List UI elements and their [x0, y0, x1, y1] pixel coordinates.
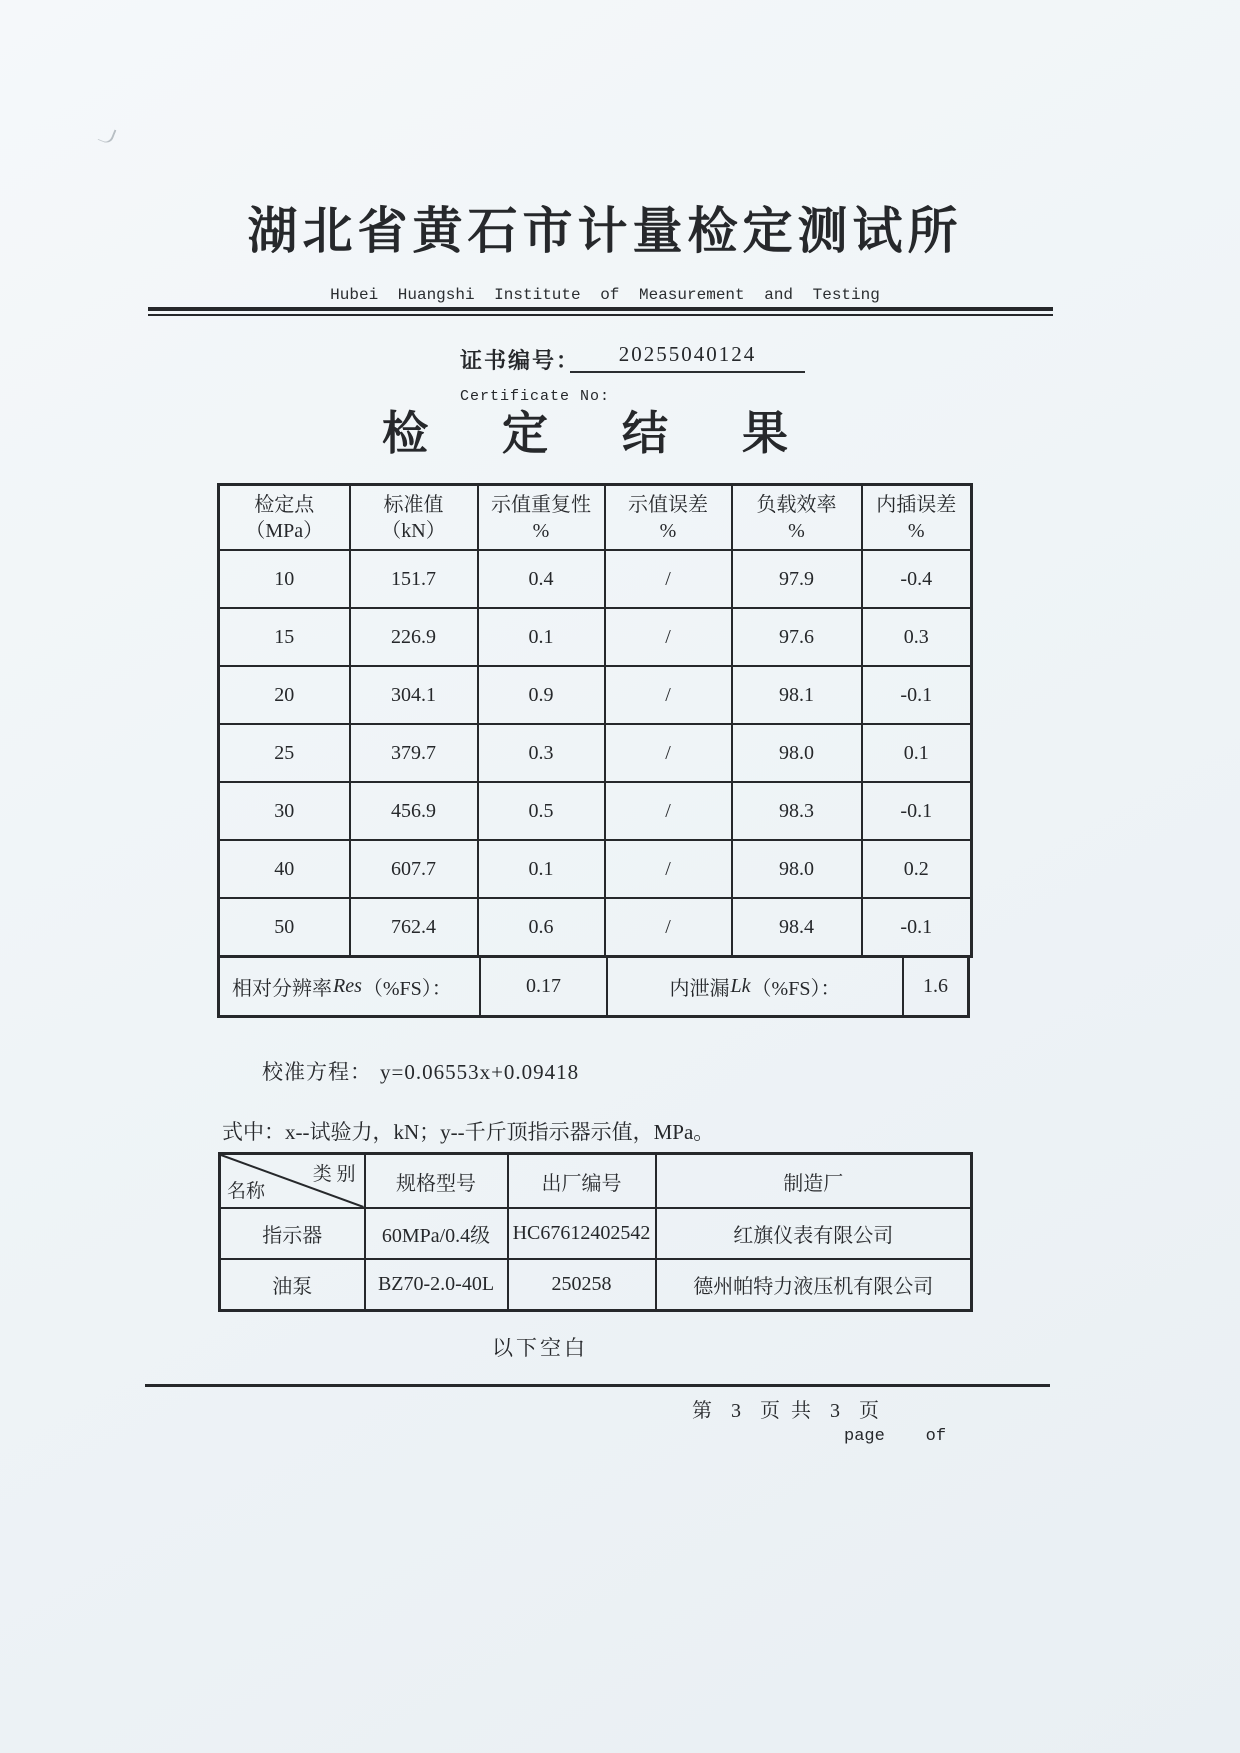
result-cell: 0.9	[478, 666, 605, 724]
result-cell: 50	[219, 898, 350, 957]
col-header-interpolation-error	[862, 485, 972, 551]
col-header-serial: 出厂编号	[508, 1154, 656, 1209]
result-cell: 40	[219, 840, 350, 898]
device-row-pump	[220, 1259, 972, 1311]
institute-title-cn: 湖北省黄石市计量检定测试所	[247, 203, 963, 259]
results-header-row	[219, 485, 972, 551]
result-cell: -0.1	[862, 782, 972, 840]
result-cell: 30	[219, 782, 350, 840]
result-cell: 0.4	[478, 550, 605, 608]
device-serial: HC67612402542	[508, 1208, 656, 1259]
device-row-indicator	[220, 1208, 972, 1259]
device-manufacturer: 红旗仪表有限公司	[656, 1208, 972, 1259]
result-cell: 98.4	[732, 898, 862, 957]
result-cell: /	[605, 666, 732, 724]
device-info-block	[218, 1152, 973, 1312]
result-cell: -0.4	[862, 550, 972, 608]
col-header-line: 检定点	[254, 493, 315, 516]
table-row	[219, 608, 972, 666]
result-cell: /	[605, 782, 732, 840]
col-header-unit: （kN）	[381, 519, 446, 542]
result-cell: 10	[219, 550, 350, 608]
calibration-equation-formula: y=0.06553x+0.09418	[380, 1060, 580, 1084]
result-cell: 226.9	[350, 608, 478, 666]
col-header-unit: %	[907, 519, 925, 542]
col-header-test-point	[219, 485, 350, 551]
internal-leak-label	[606, 958, 902, 1015]
result-cell: /	[605, 840, 732, 898]
col-header-line: 示值误差	[628, 493, 708, 516]
verification-results-block	[217, 483, 970, 1018]
col-header-load-efficiency	[732, 485, 862, 551]
table-row	[219, 550, 972, 608]
calibration-equation-label: 校准方程：	[262, 1060, 372, 1084]
result-cell: 151.7	[350, 550, 478, 608]
result-cell: 97.9	[732, 550, 862, 608]
certificate-number-label-en: Certificate No:	[460, 388, 611, 405]
col-header-line: 标准值	[383, 493, 444, 516]
table-row	[219, 724, 972, 782]
result-cell: 379.7	[350, 724, 478, 782]
result-cell: /	[605, 724, 732, 782]
equation-note: 式中：x--试验力，kN；y--千斤顶指示器示值，MPa。	[222, 1120, 715, 1144]
result-cell: -0.1	[862, 898, 972, 957]
device-name: 指示器	[220, 1208, 365, 1259]
calibration-equation	[262, 1056, 579, 1086]
certificate-number-label-cn: 证书编号：	[460, 348, 581, 373]
table-row	[219, 840, 972, 898]
result-cell: 98.3	[732, 782, 862, 840]
result-cell: 98.1	[732, 666, 862, 724]
page-number-cn: 第 3 页 共 3 页	[692, 1400, 882, 1422]
col-header-repeatability	[478, 485, 605, 551]
device-model: BZ70-2.0-40L	[365, 1259, 508, 1311]
result-cell: 98.0	[732, 840, 862, 898]
internal-leak-symbol: Lk	[730, 975, 751, 997]
result-cell: /	[605, 898, 732, 957]
resolution-label	[220, 958, 479, 1015]
page-number-en: page of	[844, 1427, 947, 1446]
result-cell: 20	[219, 666, 350, 724]
result-cell: /	[605, 608, 732, 666]
result-cell: /	[605, 550, 732, 608]
result-cell: 0.6	[478, 898, 605, 957]
result-cell: 456.9	[350, 782, 478, 840]
col-header-model: 规格型号	[365, 1154, 508, 1209]
col-header-line: 负载效率	[756, 493, 837, 516]
col-header-indication-error	[605, 485, 732, 551]
result-cell: 762.4	[350, 898, 478, 957]
result-cell: 0.5	[478, 782, 605, 840]
col-header-unit: （MPa）	[245, 519, 324, 542]
resolution-label-cn: 相对分辨率	[232, 978, 332, 1000]
device-serial: 250258	[508, 1259, 656, 1311]
result-cell: 25	[219, 724, 350, 782]
table-row	[219, 666, 972, 724]
table-row	[219, 898, 972, 957]
internal-leak-label-cn: 内泄漏	[669, 978, 730, 1000]
result-cell: 304.1	[350, 666, 478, 724]
resolution-value: 0.17	[479, 958, 606, 1015]
institute-title-en: Hubei Huangshi Institute of Measurement and Testing	[330, 286, 880, 304]
resolution-symbol: Res	[333, 975, 362, 997]
device-model: 60MPa/0.4级	[365, 1208, 508, 1259]
verification-results-title: 检定结果	[382, 408, 862, 459]
col-header-standard-value	[350, 485, 478, 551]
col-header-line: 内插误差	[876, 493, 957, 516]
col-header-unit: %	[659, 519, 677, 542]
results-table	[217, 483, 973, 958]
result-cell: 98.0	[732, 724, 862, 782]
result-cell: 0.1	[478, 608, 605, 666]
device-manufacturer: 德州帕特力液压机有限公司	[656, 1259, 972, 1311]
summary-row	[217, 958, 970, 1018]
table-row	[219, 782, 972, 840]
result-cell: 15	[219, 608, 350, 666]
col-header-unit: %	[532, 519, 550, 542]
corner-label-name: 名称	[227, 1181, 266, 1202]
scan-artifact	[98, 125, 117, 145]
result-cell: 0.1	[478, 840, 605, 898]
corner-label-category: 类 别	[312, 1164, 356, 1185]
resolution-unit: （%FS）：	[362, 978, 452, 1000]
certificate-number-value: 20255040124	[570, 342, 805, 373]
internal-leak-unit: （%FS）：	[751, 978, 841, 1000]
result-cell: 0.1	[862, 724, 972, 782]
col-header-manufacturer: 制造厂	[656, 1154, 972, 1209]
result-cell: 0.2	[862, 840, 972, 898]
blank-below-note: 以下空白	[492, 1336, 588, 1360]
corner-header-cell	[220, 1154, 365, 1209]
device-name: 油泵	[220, 1259, 365, 1311]
internal-leak-value: 1.6	[902, 958, 967, 1015]
col-header-line: 示值重复性	[491, 493, 591, 516]
result-cell: 0.3	[862, 608, 972, 666]
result-cell: 97.6	[732, 608, 862, 666]
result-cell: 607.7	[350, 840, 478, 898]
col-header-unit: %	[788, 519, 805, 542]
footer-divider	[145, 1384, 1050, 1387]
header-divider	[148, 307, 1053, 316]
result-cell: -0.1	[862, 666, 972, 724]
device-table	[218, 1152, 973, 1312]
result-cell: 0.3	[478, 724, 605, 782]
device-header-row	[220, 1154, 972, 1209]
